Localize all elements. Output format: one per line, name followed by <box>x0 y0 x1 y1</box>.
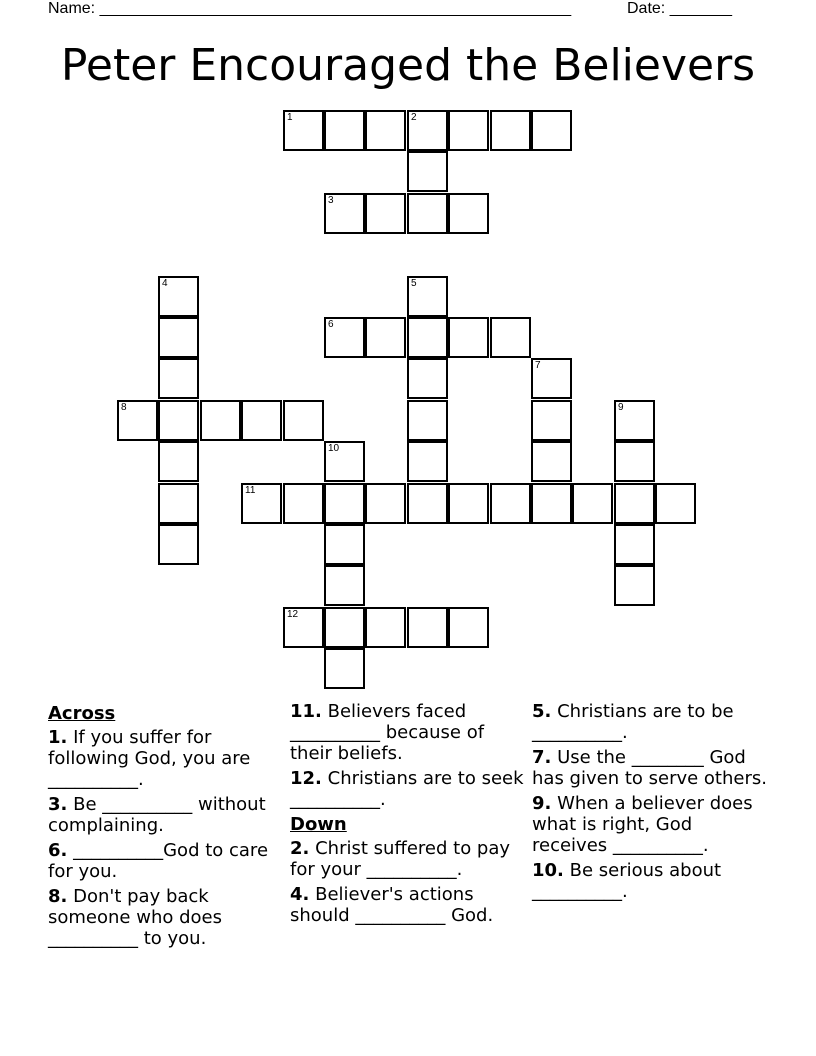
across-heading: Across <box>48 703 116 724</box>
grid-cell[interactable] <box>490 483 531 524</box>
down-heading: Down <box>290 814 347 835</box>
clues-column-2 <box>290 701 525 930</box>
grid-cell[interactable] <box>158 524 199 565</box>
clue-text: When a believer does what is right, God receives __________. <box>532 793 753 856</box>
clues-column-1 <box>48 701 283 953</box>
grid-cell[interactable] <box>448 607 489 648</box>
grid-cell[interactable] <box>407 358 448 399</box>
clue-number: 2. <box>290 838 310 859</box>
across-clue-3 <box>48 794 283 836</box>
clue-text: Use the ________ God has given to serve others. <box>532 747 767 789</box>
clue-text: Be serious about __________. <box>532 860 722 902</box>
cell-number: 9 <box>618 402 624 413</box>
across-clue-6 <box>48 840 283 882</box>
grid-cell[interactable] <box>531 400 572 441</box>
clue-text: If you suffer for following God, you are __________. <box>48 727 251 790</box>
clue-number: 5. <box>532 701 552 722</box>
grid-cell[interactable] <box>324 317 365 358</box>
grid-cell[interactable] <box>283 483 324 524</box>
grid-cell[interactable] <box>614 441 655 482</box>
grid-cell[interactable] <box>283 607 324 648</box>
grid-cell[interactable] <box>572 483 613 524</box>
clue-text: Christians are to seek __________. <box>290 768 524 810</box>
clue-text: Don't pay back someone who does __________ to you. <box>48 886 222 949</box>
down-clue-9 <box>532 793 772 856</box>
grid-cell[interactable] <box>531 483 572 524</box>
grid-cell[interactable] <box>407 483 448 524</box>
clue-text: Christians are to be __________. <box>532 701 734 743</box>
grid-cell[interactable] <box>158 400 199 441</box>
down-clue-7 <box>532 747 772 789</box>
grid-cell[interactable] <box>407 193 448 234</box>
clue-number: 11. <box>290 701 322 722</box>
grid-cell[interactable] <box>614 524 655 565</box>
grid-cell[interactable] <box>448 317 489 358</box>
clue-number: 4. <box>290 884 310 905</box>
cell-number: 8 <box>121 402 127 413</box>
across-clue-8 <box>48 886 283 949</box>
clue-number: 7. <box>532 747 552 768</box>
grid-cell[interactable] <box>531 358 572 399</box>
grid-cell[interactable] <box>158 358 199 399</box>
grid-cell[interactable] <box>365 110 406 151</box>
grid-cell[interactable] <box>365 317 406 358</box>
clue-text: __________God to care for you. <box>48 840 269 882</box>
grid-cell[interactable] <box>407 441 448 482</box>
clue-number: 1. <box>48 727 68 748</box>
cell-number: 6 <box>328 319 334 330</box>
grid-cell[interactable] <box>531 441 572 482</box>
grid-cell[interactable] <box>324 607 365 648</box>
grid-cell[interactable] <box>490 317 531 358</box>
grid-cell[interactable] <box>200 400 241 441</box>
grid-cell[interactable] <box>324 524 365 565</box>
across-clue-1 <box>48 727 283 790</box>
grid-cell[interactable] <box>158 483 199 524</box>
grid-cell[interactable] <box>365 483 406 524</box>
grid-cell[interactable] <box>407 607 448 648</box>
grid-cell[interactable] <box>407 110 448 151</box>
grid-cell[interactable] <box>283 110 324 151</box>
grid-cell[interactable] <box>448 193 489 234</box>
grid-cell[interactable] <box>324 648 365 689</box>
grid-cell[interactable] <box>365 193 406 234</box>
cell-number: 10 <box>328 443 340 454</box>
across-clue-12 <box>290 768 525 810</box>
page-title: Peter Encouraged the Believers <box>60 40 756 91</box>
grid-cell[interactable] <box>655 483 696 524</box>
grid-cell[interactable] <box>117 400 158 441</box>
clue-text: Believers faced __________ because of their beliefs. <box>290 701 485 764</box>
grid-cell[interactable] <box>324 441 365 482</box>
grid-cell[interactable] <box>407 317 448 358</box>
grid-cell[interactable] <box>158 276 199 317</box>
clue-text: Be __________ without complaining. <box>48 794 266 836</box>
name-field-label: Name: _____________________________________________________ <box>48 0 572 17</box>
grid-cell[interactable] <box>407 151 448 192</box>
grid-cell[interactable] <box>531 110 572 151</box>
clue-number: 3. <box>48 794 68 815</box>
clue-number: 6. <box>48 840 68 861</box>
across-clue-11 <box>290 701 525 764</box>
cell-number: 12 <box>287 609 299 620</box>
clue-number: 12. <box>290 768 322 789</box>
down-clue-4 <box>290 884 525 926</box>
grid-cell[interactable] <box>241 483 282 524</box>
down-clue-5 <box>532 701 772 743</box>
clue-number: 9. <box>532 793 552 814</box>
cell-number: 1 <box>287 112 293 123</box>
grid-cell[interactable] <box>407 276 448 317</box>
clue-text: Believer's actions should __________ God. <box>290 884 494 926</box>
grid-cell[interactable] <box>324 483 365 524</box>
grid-cell[interactable] <box>365 607 406 648</box>
grid-cell[interactable] <box>614 483 655 524</box>
grid-cell[interactable] <box>241 400 282 441</box>
cell-number: 7 <box>535 360 541 371</box>
grid-cell[interactable] <box>324 193 365 234</box>
grid-cell[interactable] <box>490 110 531 151</box>
grid-cell[interactable] <box>448 483 489 524</box>
cell-number: 3 <box>328 195 334 206</box>
date-field-label: Date: _______ <box>627 0 732 17</box>
grid-cell[interactable] <box>324 110 365 151</box>
grid-cell[interactable] <box>448 110 489 151</box>
clues-column-3 <box>532 701 772 906</box>
grid-cell[interactable] <box>324 565 365 606</box>
clue-number: 10. <box>532 860 564 881</box>
down-clue-10 <box>532 860 772 902</box>
cell-number: 2 <box>411 112 417 123</box>
grid-cell[interactable] <box>158 441 199 482</box>
cell-number: 11 <box>245 485 256 496</box>
grid-cell[interactable] <box>283 400 324 441</box>
grid-cell[interactable] <box>158 317 199 358</box>
down-clue-2 <box>290 838 525 880</box>
grid-cell[interactable] <box>407 400 448 441</box>
clue-number: 8. <box>48 886 68 907</box>
grid-cell[interactable] <box>614 400 655 441</box>
cell-number: 4 <box>162 278 168 289</box>
grid-cell[interactable] <box>614 565 655 606</box>
cell-number: 5 <box>411 278 417 289</box>
clue-text: Christ suffered to pay for your __________. <box>290 838 511 880</box>
